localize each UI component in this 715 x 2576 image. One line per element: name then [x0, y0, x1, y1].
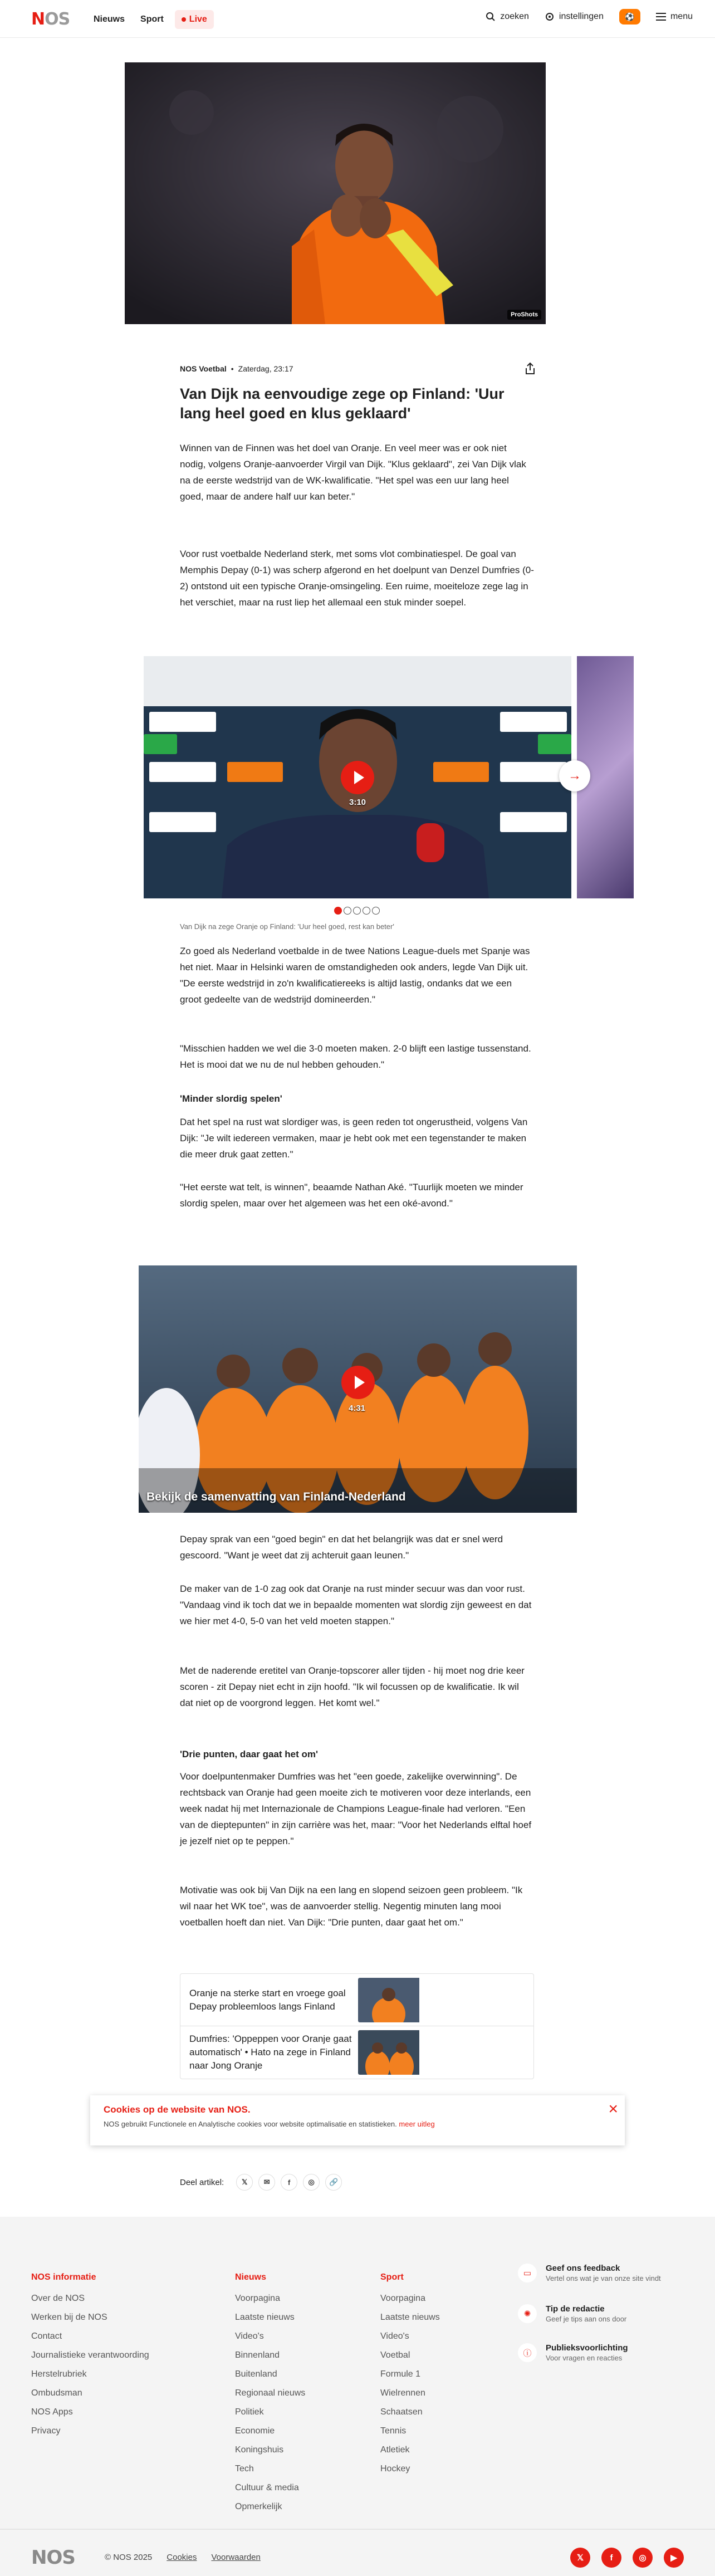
search-label: zoeken	[500, 12, 529, 21]
footer-link[interactable]: Journalistieke verantwoording	[31, 2350, 149, 2360]
article-paragraph: Voor rust voetbalde Nederland sterk, met soms vlot combinatiespel. De goal van Memphis Depay (0-1) was scherp afgerond en het doelpunt van Denzel Dumfries (0-2) ontstond uit een typische Oranje-omsingeling. Een ruime, moeiteloze zege lag in het verschiet, maar na rust liep het allemaal een stuk minder soepel.	[180, 549, 534, 608]
carousel-dot[interactable]	[372, 907, 380, 915]
footer-links	[31, 2293, 149, 2437]
feedback-title: Geef ons feedback	[546, 2264, 620, 2273]
search-button[interactable]	[486, 12, 529, 22]
tip-title: Tip de redactie	[546, 2304, 605, 2314]
footer-link[interactable]: Tech	[235, 2464, 254, 2474]
feedback-text	[546, 2264, 661, 2283]
article-subheading: 'Drie punten, daar gaat het om'	[180, 1749, 319, 1759]
feedback-link[interactable]	[518, 2264, 685, 2283]
nos-logo[interactable]: NOS	[31, 9, 70, 29]
footer-link[interactable]: Laatste nieuws	[235, 2313, 295, 2322]
settings-button[interactable]	[545, 12, 604, 22]
photo-credit: ProShots	[507, 310, 541, 320]
nav-live[interactable]	[175, 10, 214, 29]
article-timestamp: Zaterdag, 23:17	[238, 364, 293, 373]
carousel-dot[interactable]	[344, 907, 351, 915]
play-icon	[354, 771, 364, 784]
share-icon	[522, 361, 538, 377]
menu-button[interactable]	[656, 12, 693, 22]
cookie-text	[104, 2120, 611, 2128]
info-link[interactable]	[518, 2343, 685, 2363]
footer-col-sport	[380, 2272, 440, 2482]
footer-link[interactable]: Video's	[235, 2331, 264, 2341]
article-paragraph: Voor doelpuntenmaker Dumfries was het "een goede, zakelijke overwinning". De rechtsback van Oranje had geen moeite zich te motiveren voor deze interlands, een week nadat hij met Internazionale de Champions League-finale had verloren. "Een van de dieptepunten" in zijn carrière was het, maar: "Voor het Nederlands elftal hoef je jezelf niet op te peppen."	[180, 1771, 532, 1846]
footer-link[interactable]: Atletiek	[380, 2445, 410, 2455]
footer-link[interactable]: Herstelrubriek	[31, 2369, 87, 2379]
whatsapp-share-icon[interactable]: ◎	[303, 2174, 320, 2191]
footer-link[interactable]: Schaatsen	[380, 2407, 423, 2417]
copyright: © NOS 2025	[105, 2553, 153, 2562]
footer-link[interactable]: Privacy	[31, 2426, 61, 2436]
facebook-icon[interactable]: f	[601, 2548, 621, 2568]
live-dot-icon	[182, 17, 186, 22]
article-paragraph: Depay sprak van een "goed begin" en dat het belangrijk was dat er snel werd gescoord. "Want je weet dat zij achteruit gaan leunen."	[180, 1534, 503, 1561]
tip-description: Geef je tips aan ons door	[546, 2315, 627, 2323]
related-article[interactable]	[180, 1974, 533, 2026]
article-paragraph: "Het eerste wat telt, is winnen", beaamde Nathan Aké. "Tuurlijk moeten we minder slordig spelen, maar over het algemeen was het een oké-avond."	[180, 1182, 523, 1209]
article-paragraph: Winnen van de Finnen was het doel van Oranje. En veel meer was er ook niet nodig, volgens Oranje-aanvoerder Virgil van Dijk. "Klus geklaard", zei Van Dijk vlak na de eerste wedstrijd van de WK-kwalificatie. "Het spel was een uur lang heel goed, maar de andere half uur kan beter."	[180, 443, 526, 502]
footer-link[interactable]: Koningshuis	[235, 2445, 284, 2455]
search-icon	[486, 12, 496, 22]
article-paragraph: Dat het spel na rust wat slordiger was, is geen reden tot ongerustheid, volgens Van Dijk: "Je wilt iedereen vermaken, maar je hebt ook met een tegenstander te maken die meer druk gaat zetten."	[180, 1117, 528, 1160]
cookie-description: NOS gebruikt Functionele en Analytische cookies voor website optimalisatie en statistieken.	[104, 2120, 397, 2128]
video-duration: 3:10	[349, 798, 366, 807]
carousel-next-button[interactable]	[559, 760, 590, 791]
summary-video-player[interactable]	[139, 1265, 577, 1513]
main-nav	[89, 10, 214, 29]
share-button[interactable]	[522, 361, 538, 377]
nav-live-label: Live	[189, 14, 207, 24]
share-article	[180, 2174, 342, 2191]
meta-separator: •	[231, 364, 234, 373]
footer-link[interactable]: Voorpagina	[380, 2294, 425, 2303]
menu-label: menu	[670, 12, 693, 21]
feedback-description: Vertel ons wat je van onze site vindt	[546, 2274, 661, 2282]
terms-link[interactable]: Voorwaarden	[211, 2553, 261, 2562]
footer-link[interactable]: Politiek	[235, 2407, 264, 2417]
info-icon: ⓘ	[518, 2343, 537, 2362]
site-header	[0, 0, 715, 38]
footer-link[interactable]: Contact	[31, 2331, 62, 2341]
footer-link[interactable]: Formule 1	[380, 2369, 421, 2379]
footer-link[interactable]: NOS Apps	[31, 2407, 73, 2417]
footer-link[interactable]: Buitenland	[235, 2369, 277, 2379]
article-paragraph: Motivatie was ook bij Van Dijk na een lang en slopend seizoen geen probleem. "Ik wil naar het WK toe", was de aanvoerder stellig. Negentig minuten lang mooi voetballen hoeft dan niet. Van Dijk: "Drie punten, daar gaat het om."	[180, 1885, 523, 1928]
footer-divider	[0, 2529, 715, 2530]
email-share-icon[interactable]: ✉	[258, 2174, 275, 2191]
play-button[interactable]	[341, 1366, 375, 1399]
article-paragraph: Zo goed als Nederland voetbalde in de twee Nations League-duels met Spanje was het niet. Maar in Helsinki waren de omstandigheden ook anders, legde Van Dijk uit. "De eerste wedstrijd in zo'n kwalificatiereeks is altijd lastig, ondanks dat we een groot gedeelte van de wedstrijd domineerden."	[180, 946, 530, 1005]
footer-link[interactable]: Economie	[235, 2426, 275, 2436]
info-title: Publieksvoorlichting	[546, 2343, 628, 2353]
cookie-more-link[interactable]: meer uitleg	[399, 2120, 435, 2128]
tip-link[interactable]	[518, 2304, 685, 2324]
footer-link[interactable]: Ombudsman	[31, 2388, 82, 2398]
footer-links	[380, 2293, 440, 2475]
video-caption: Van Dijk na zege Oranje op Finland: 'Uur heel goed, rest kan beter'	[180, 922, 394, 931]
footer-link[interactable]: Voorpagina	[235, 2294, 280, 2303]
arrow-right-icon: →	[568, 768, 581, 783]
video-duration: 4:31	[349, 1404, 366, 1413]
article-source[interactable]: NOS Voetbal	[180, 364, 227, 373]
footer-link[interactable]: Video's	[380, 2331, 409, 2341]
footer-col-info	[31, 2272, 149, 2444]
footer-col-news	[235, 2272, 305, 2520]
cookie-banner	[90, 2095, 625, 2145]
article-title: Van Dijk na eenvoudige zege op Finland: 'Uur lang heel goed en klus geklaard'	[180, 385, 505, 422]
article-paragraph: "Misschien hadden we wel die 3-0 moeten maken. 2-0 blijft een lastige tussenstand. Het is mooi dat we nu de nul hebben gehouden."	[180, 1043, 531, 1070]
hamburger-icon	[656, 13, 666, 21]
footer-link[interactable]: Regionaal nieuws	[235, 2388, 306, 2398]
play-icon	[355, 1376, 365, 1389]
youtube-icon[interactable]: ▶	[664, 2548, 684, 2568]
footer-col-title: Sport	[380, 2272, 404, 2282]
gear-icon	[545, 12, 555, 22]
footer-link[interactable]: Over de NOS	[31, 2294, 85, 2303]
hero-image	[125, 62, 546, 324]
hero-photo	[125, 62, 546, 324]
footer-col-title: NOS informatie	[31, 2272, 96, 2282]
social-links	[570, 2548, 684, 2568]
chat-icon: ▭	[518, 2264, 537, 2282]
footer-legal	[105, 2553, 261, 2562]
article-subheading: 'Minder slordig spelen'	[180, 1093, 282, 1104]
carousel-dot[interactable]	[363, 907, 370, 915]
footer-nos-logo[interactable]: NOS	[31, 2546, 75, 2569]
footer-link[interactable]: Cultuur & media	[235, 2483, 299, 2492]
cookie-title: Cookies op de website van NOS.	[104, 2104, 251, 2115]
footer-links	[235, 2293, 305, 2513]
footer-link[interactable]: Laatste nieuws	[380, 2313, 440, 2322]
footer-link[interactable]: Voetbal	[380, 2350, 410, 2360]
x-share-icon[interactable]: 𝕏	[236, 2174, 253, 2191]
share-label: Deel artikel:	[180, 2177, 224, 2187]
close-icon[interactable]: ×	[608, 2100, 618, 2118]
info-text	[546, 2343, 628, 2363]
carousel-dots	[334, 907, 380, 915]
footer-col-title: Nieuws	[235, 2272, 267, 2282]
settings-label: instellingen	[559, 12, 604, 21]
facebook-share-icon[interactable]: f	[281, 2174, 297, 2191]
related-articles	[180, 1973, 534, 2079]
x-icon[interactable]: 𝕏	[570, 2548, 590, 2568]
related-article[interactable]	[180, 2026, 533, 2079]
article-paragraph: Met de naderende eretitel van Oranje-topscorer aller tijden - hij moet nog drie keer scoren - zit Depay niet echt in zijn hoofd. "Ik wil focussen op de kwalificatie. Ik wil dat niet op de voorgrond leggen. Het komt wel."	[180, 1665, 525, 1708]
footer-link[interactable]: Opmerkelijk	[235, 2502, 282, 2511]
footer-link[interactable]: Wielrennen	[380, 2388, 425, 2398]
oranje-icon[interactable]: ⚽	[619, 9, 640, 25]
article-paragraph: De maker van de 1-0 zag ook dat Oranje na rust minder secuur was dan voor rust. "Vandaag vind ik toch dat we in bepaalde momenten wat slordig zijn geweest en dat we hier met 4-0, 5-0 van het veld moeten stappen."	[180, 1583, 532, 1626]
video-caption: Bekijk de samenvatting van Finland-Nederland	[146, 1490, 406, 1503]
carousel-dot[interactable]	[334, 907, 342, 915]
lightbulb-icon: ✺	[518, 2304, 537, 2323]
nav-nieuws[interactable]: Nieuws	[94, 14, 125, 24]
instagram-icon[interactable]: ◎	[633, 2548, 653, 2568]
related-thumbnail	[358, 1978, 527, 2022]
play-button[interactable]	[341, 761, 374, 794]
footer-link[interactable]: Hockey	[380, 2464, 410, 2474]
copy-link-icon[interactable]: 🔗	[325, 2174, 342, 2191]
footer-link[interactable]: Tennis	[380, 2426, 407, 2436]
carousel-dot[interactable]	[353, 907, 361, 915]
video-player[interactable]	[144, 656, 571, 898]
related-title: Oranje na sterke start en vroege goal Depay probleemloos langs Finland	[189, 1987, 346, 2012]
cookies-link[interactable]: Cookies	[166, 2553, 197, 2562]
nav-sport[interactable]: Sport	[140, 14, 164, 24]
related-thumbnail	[358, 2030, 527, 2075]
info-description: Voor vragen en reacties	[546, 2354, 623, 2362]
footer-link[interactable]: Werken bij de NOS	[31, 2313, 107, 2322]
article-meta	[180, 364, 293, 373]
tip-text	[546, 2304, 626, 2324]
related-title: Dumfries: 'Oppeppen voor Oranje gaat automatisch' • Hato na zege in Finland naar Jong Oranje	[189, 2034, 352, 2071]
footer-link[interactable]: Binnenland	[235, 2350, 280, 2360]
